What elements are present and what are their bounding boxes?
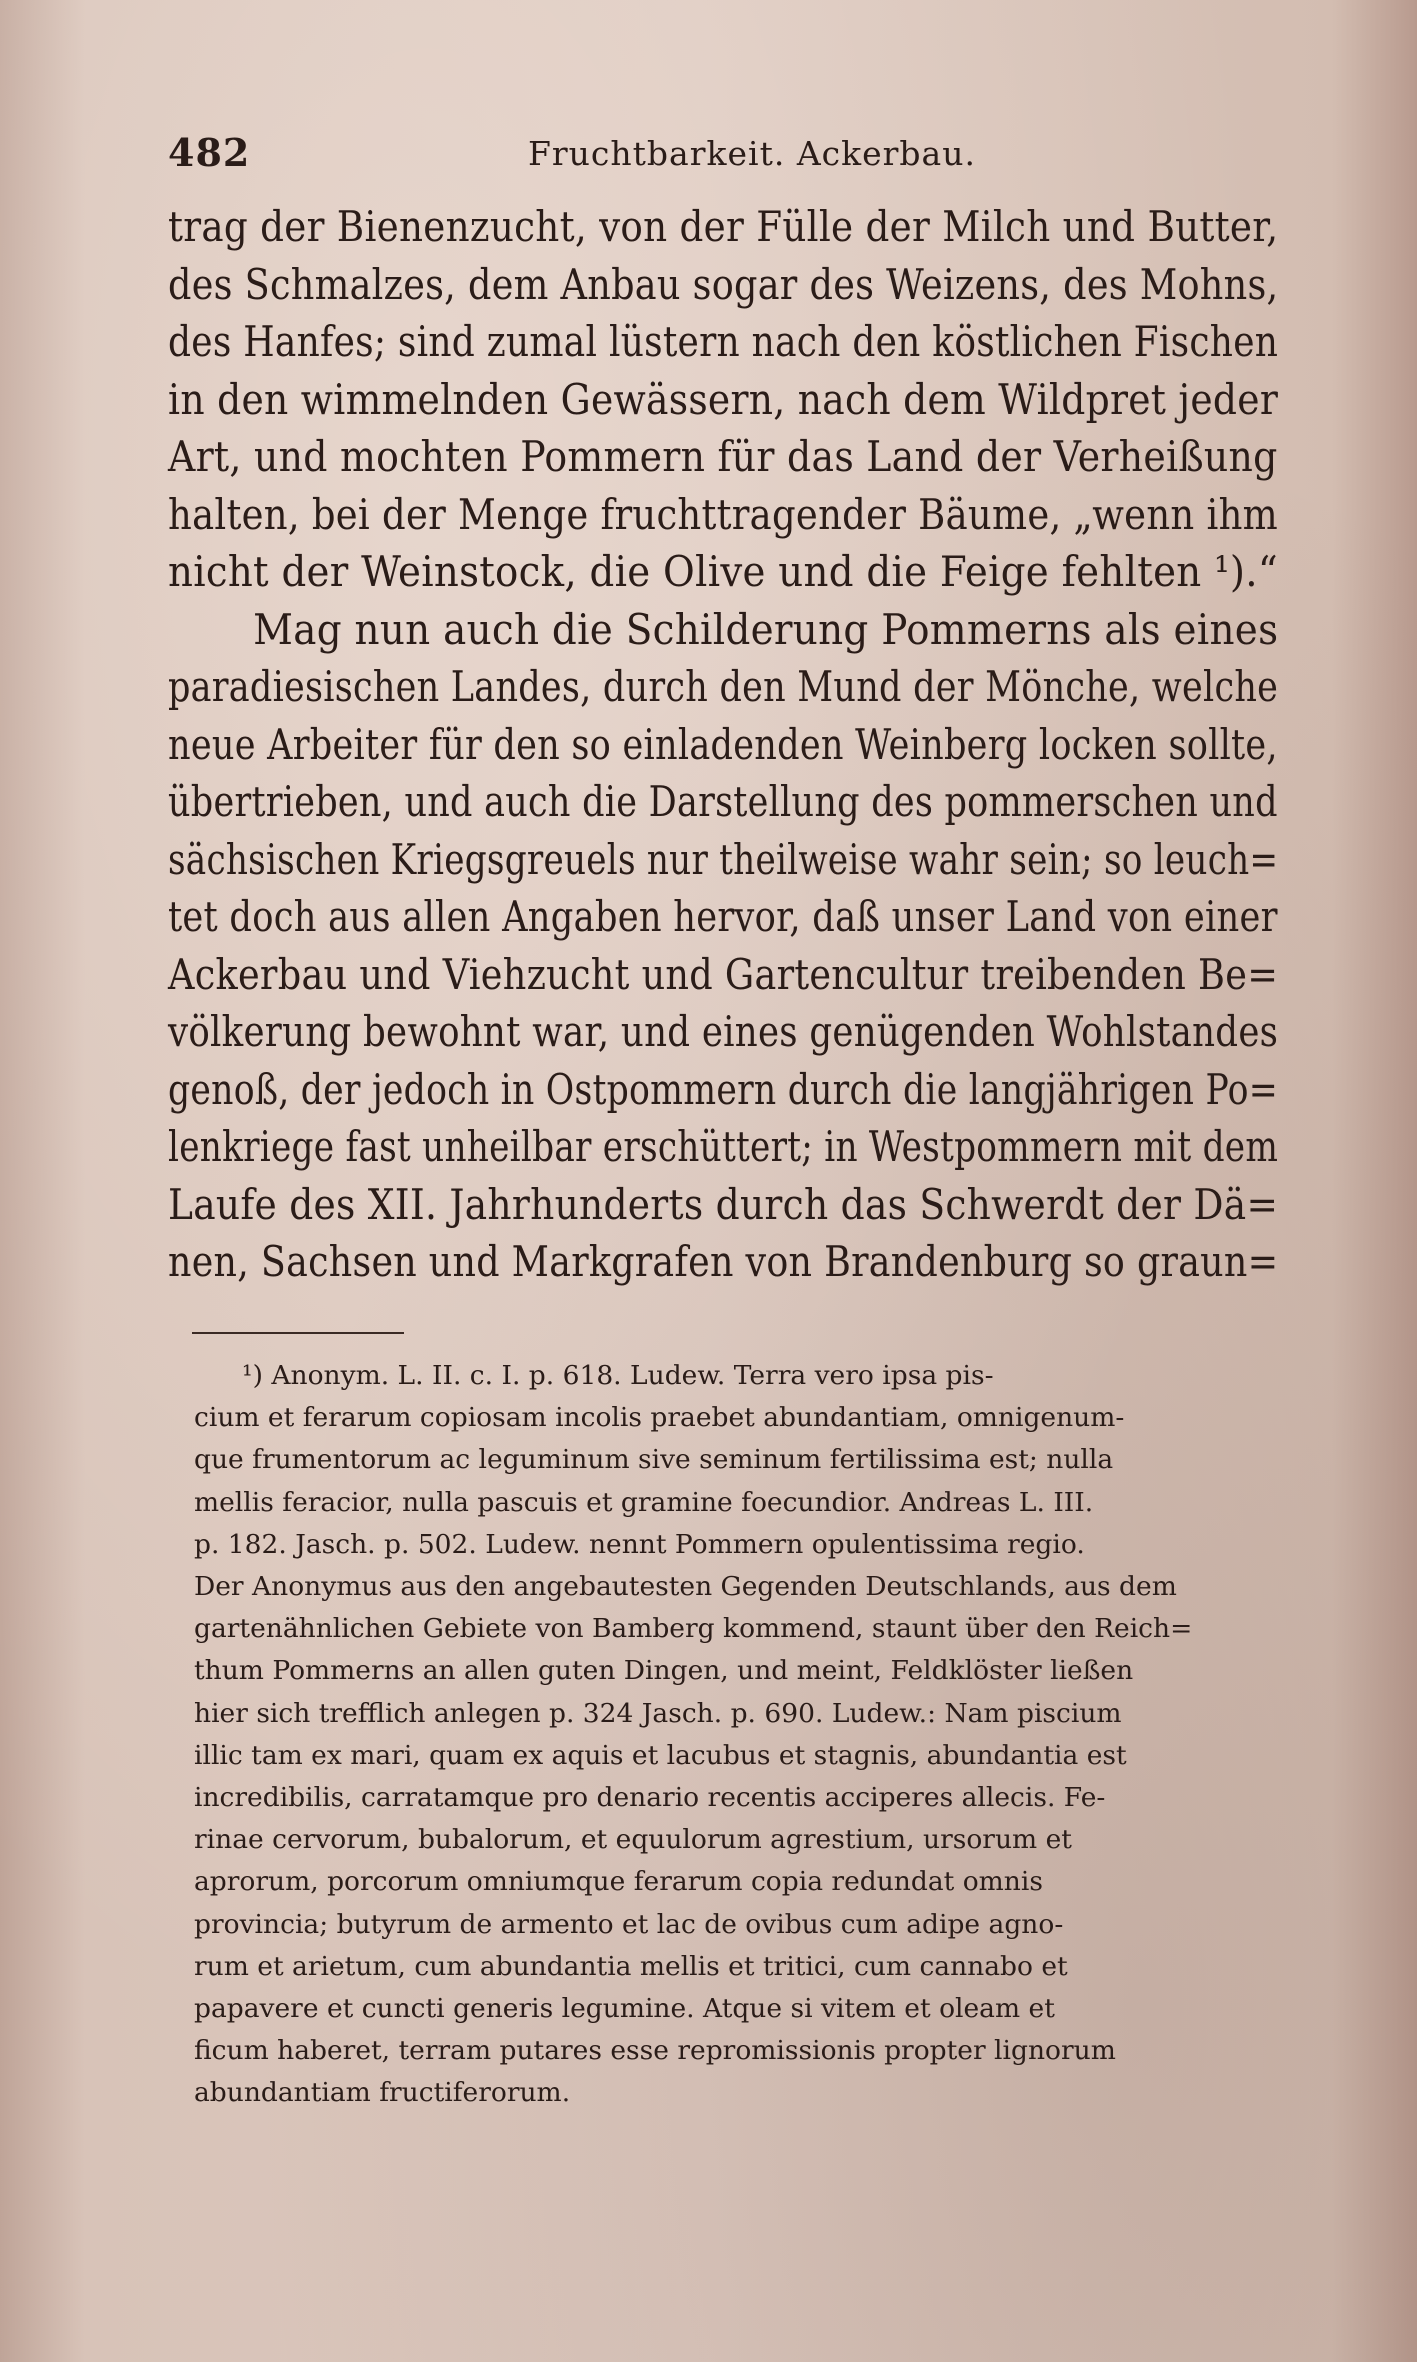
footnote-line: incredibilis, carratamque pro denario recentis acciperes allecis. Fe- <box>194 1782 1106 1814</box>
text-line: Art, und mochten Pommern für das Land der Verheißung <box>168 432 1278 481</box>
text-line: nen, Sachsen und Markgrafen von Brandenburg so graun= <box>168 1237 1279 1286</box>
footnote-line: thum Pommerns an allen guten Dingen, und meint, Feldklöster ließen <box>194 1655 1134 1687</box>
footnote-line: cium et ferarum copiosam incolis praebet abundantiam, omnigenum- <box>194 1402 1125 1434</box>
footnote-line: ficum haberet, terram putares esse repromissionis propter lignorum <box>194 2035 1116 2067</box>
footnote-line: aprorum, porcorum omniumque ferarum copia redundat omnis <box>194 1866 1043 1898</box>
running-head <box>168 130 1248 190</box>
text-line: paradiesischen Landes, durch den Mund der Mönche, welche <box>168 662 1279 711</box>
footnote-line: gartenähnlichen Gebiete von Bamberg kommend, staunt über den Reich= <box>194 1613 1193 1645</box>
text-line: des Hanfes; sind zumal lüstern nach den köstlichen Fischen <box>168 317 1279 366</box>
footnote-line: ¹) Anonym. L. II. c. I. p. 618. Ludew. Terra vero ipsa pis- <box>242 1360 994 1391</box>
footnote-line: p. 182. Jasch. p. 502. Ludew. nennt Pommern opulentissima regio. <box>194 1528 1085 1560</box>
text-line: halten, bei der Menge fruchttragender Bäume, „wenn ihm <box>168 489 1278 539</box>
text-line: übertrieben, und auch die Darstellung des pommerschen und <box>168 777 1278 826</box>
footnote-line: Der Anonymus aus den angebautesten Gegenden Deutschlands, aus dem <box>194 1571 1177 1603</box>
footnote-line: hier sich trefflich anlegen p. 324 Jasch. p. 690. Ludew.: Nam piscium <box>194 1697 1122 1729</box>
footnote-line: provincia; butyrum de armento et lac de ovibus cum adipe agno- <box>194 1908 1064 1940</box>
footnote-line: illic tam ex mari, quam ex aquis et lacubus et stagnis, abundantia est <box>194 1739 1127 1771</box>
text-line: in den wimmelnden Gewässern, nach dem Wildpret jeder <box>168 374 1279 424</box>
text-line: lenkriege fast unheilbar erschüttert; in Westpommern mit dem <box>168 1122 1279 1171</box>
main-text <box>168 198 1298 1291</box>
text-line: trag der Bienenzucht, von der Fülle der Milch und Butter, <box>168 202 1279 251</box>
footnote-line: abundantiam fructiferorum. <box>194 2077 571 2109</box>
text-line: tet doch aus allen Angaben hervor, daß unser Land von einer <box>168 892 1278 941</box>
text-line: genoß, der jedoch in Ostpommern durch die langjährigen Po= <box>168 1064 1278 1114</box>
page-number: 482 <box>168 130 251 175</box>
footnote-line: rum et arietum, cum abundantia mellis et tritici, cum cannabo et <box>194 1950 1068 1982</box>
footnote-divider <box>192 1332 404 1334</box>
footnote-line: mellis feracior, nulla pascuis et gramine foecundior. Andreas L. III. <box>194 1486 1094 1518</box>
text-line: nicht der Weinstock, die Olive und die Feige fehlten ¹).“ <box>168 547 1278 596</box>
paragraph-start-line: Mag nun auch die Schilderung Pommerns als eines <box>253 604 1279 654</box>
footnote-line: rinae cervorum, bubalorum, et equulorum agrestium, ursorum et <box>194 1824 1072 1856</box>
text-line: sächsischen Kriegsgreuels nur theilweise wahr sein; so leuch= <box>168 834 1279 884</box>
footnotes <box>194 1355 1294 2115</box>
text-line: Ackerbau und Viehzucht und Gartencultur treibenden Be= <box>168 949 1279 999</box>
footnote-line: papavere et cuncti generis legumine. Atque si vitem et oleam et <box>194 1993 1055 2025</box>
text-line: des Schmalzes, dem Anbau sogar des Weizens, des Mohns, <box>168 259 1279 309</box>
text-line: völkerung bewohnt war, und eines genügenden Wohlstandes <box>168 1007 1279 1056</box>
text-line: Laufe des XII. Jahrhunderts durch das Schwerdt der Dä= <box>168 1179 1279 1229</box>
running-title: Fruchtbarkeit. Ackerbau. <box>528 134 976 173</box>
text-line: neue Arbeiter für den so einladenden Weinberg locken sollte, <box>168 719 1278 769</box>
footnote-line: que frumentorum ac leguminum sive seminum fertilissima est; nulla <box>194 1444 1114 1476</box>
